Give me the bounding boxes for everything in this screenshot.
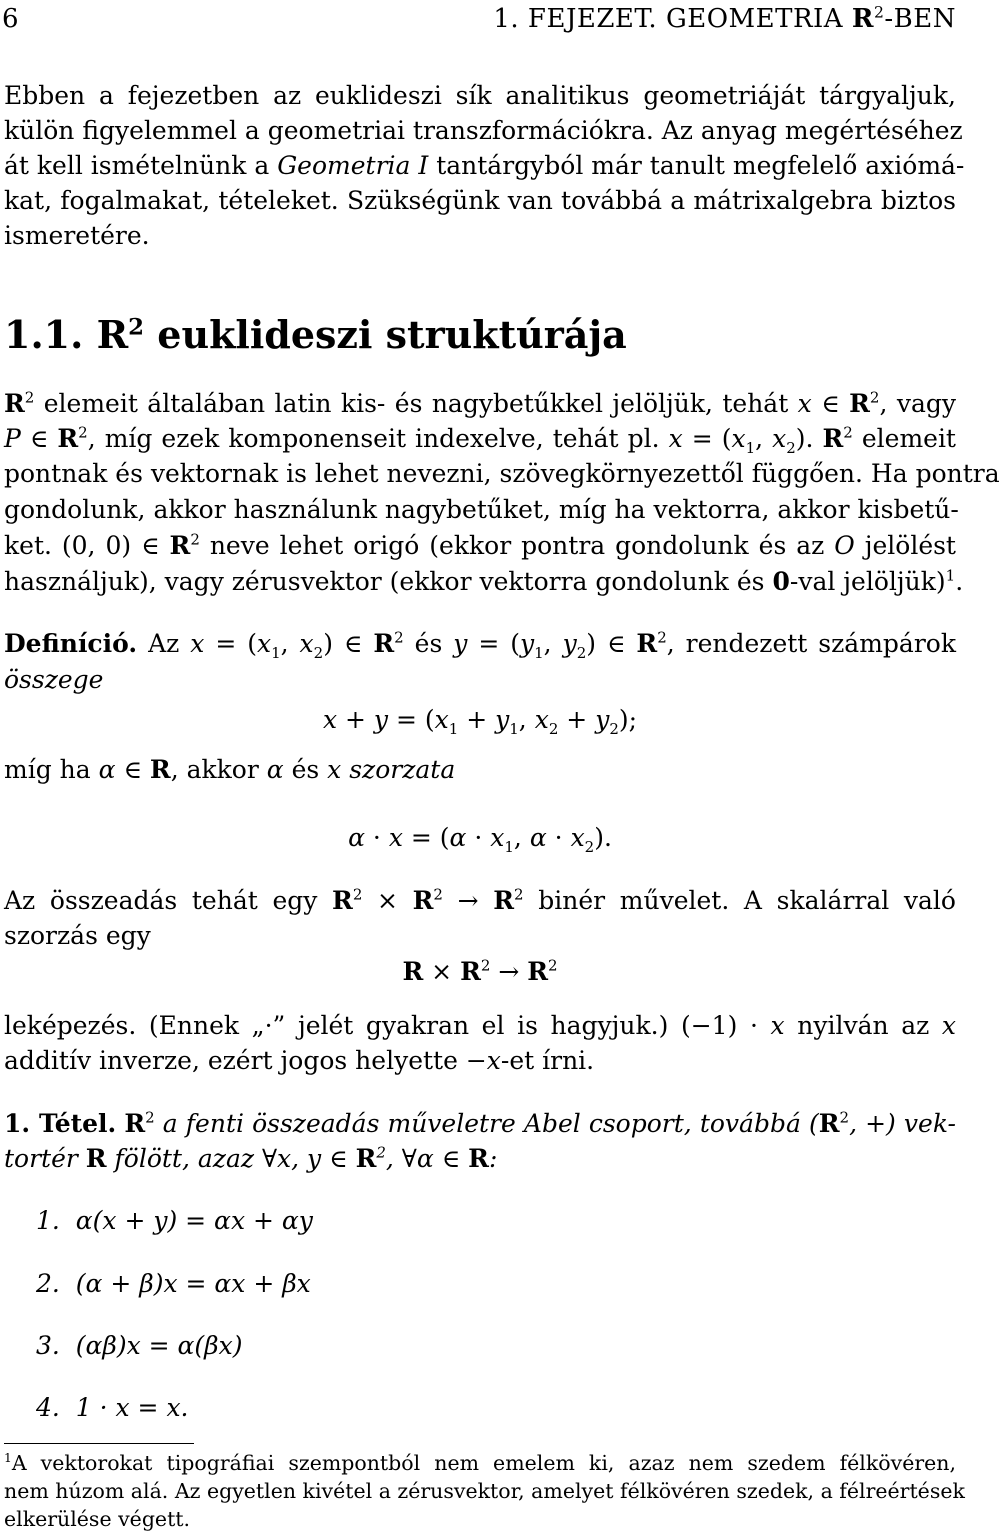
formula-mapping: $R \times R^2 \to R^2$ [402, 956, 558, 986]
para1-line-3: pontnak és vektornak is lehet nevezni, szövegkörnyezettől függően. Ha pontra [4, 459, 1000, 488]
theorem-line-1: 1. Tétel. $R^2$ a fenti összeadás műveletre Abel csoport, továbbá ($R^2$, +) vek- [4, 1108, 956, 1138]
page-number: 6 [2, 4, 19, 34]
footnote-line-2: nem húzom alá. Az egyetlen kivétel a zérusvektor, amelyet félkövéren szedek, a félreértések [4, 1479, 965, 1503]
running-header: 1. FEJEZET. GEOMETRIA $R^2$-BEN [493, 3, 956, 34]
intro-line-2: külön figyelemmel a geometriai transzformációkra. Az anyag megértéséhez [4, 116, 963, 145]
intro-line-1: Ebben a fejezetben az euklideszi sík analitikus geometriáját tárgyaljuk, [4, 81, 956, 110]
definition-line-3: míg ha α ∈ R, akkor α és x szorzata [4, 755, 456, 784]
footnote-line-1: $^1$A vektorokat tipográfiai szempontból nem emelem ki, azaz nem szedem félkövéren, [4, 1451, 956, 1475]
theorem-item-2: 2. (α + β)x = αx + βx [36, 1269, 311, 1298]
section-title: 1.1. $R^2$ euklideszi struktúrája [4, 312, 627, 357]
footnote-rule [4, 1443, 194, 1444]
ops-line-4: leképezés. (Ennek „·” jelét gyakran el is hagyjuk.) (−1) · x nyilván az x [4, 1011, 956, 1040]
para1-line-6: használjuk), vagy zérusvektor (ekkor vektorra gondolunk és 0-val jelöljük)$^1$. [4, 566, 964, 596]
intro-line-4: kat, fogalmakat, tételeket. Szükségünk van továbbá a mátrixalgebra biztos [4, 186, 956, 215]
formula-scalar-product: $\alpha \cdot x = (\alpha \cdot x_1$, $\alpha \cdot x_2$). [348, 823, 612, 856]
para1-line-1: $R^2$ elemeit általában latin kis- és nagybetűkkel jelöljük, tehát x ∈ $R^2$, vagy [4, 388, 956, 418]
theorem-item-4: 4. 1 · x = x. [36, 1393, 189, 1422]
theorem-label: 1. Tétel. [4, 1109, 117, 1138]
para1-line-4: gondolunk, akkor használunk nagybetűket, míg ha vektorra, akkor kisbetű- [4, 495, 959, 524]
footnote-line-3: elkerülése végett. [4, 1507, 191, 1531]
definition-term-sum: összege [4, 665, 104, 694]
para1-line-5: ket. (0, 0) ∈ $R^2$ neve lehet origó (ekkor pontra gondolunk és az O jelölést [4, 530, 956, 560]
theorem-item-1: 1. α(x + y) = αx + αy [36, 1206, 313, 1235]
formula-sum: $x + y = (x_1 + y_1$, $x_2 + y_2$); [322, 705, 638, 738]
ops-line-2: szorzás egy [4, 921, 151, 950]
footnote-ref: 1 [945, 566, 956, 585]
ops-line-5: additív inverze, ezért jogos helyette −x-et írni. [4, 1046, 595, 1075]
ops-line-1: Az összeadás tehát egy $R^2 \times R^2 \to R^2$ binér művelet. A skalárral való [4, 885, 956, 915]
theorem-item-3: 3. (αβ)x = α(βx) [36, 1331, 243, 1360]
para1-line-2: P ∈ $R^2$, míg ezek komponenseit indexelve, tehát pl. $x = (x_1$, $x_2$). $R^2$ elemeit [4, 423, 956, 457]
intro-line-5: ismeretére. [4, 221, 150, 250]
definition-label: Definíció. [4, 629, 138, 658]
definition-line-1: Definíció. Az $x = (x_1$, $x_2$) ∈ $R^2$ és $y = (y_1$, $y_2$) ∈ $R^2$, rendezett számpárok [4, 628, 956, 662]
intro-line-3: át kell ismételnünk a Geometria I tantárgyból már tanult megfelelő axiómá- [4, 151, 965, 180]
theorem-line-2: tortér R fölött, azaz ∀x, y ∈ $R^2$, ∀α ∈ R: [4, 1143, 498, 1173]
